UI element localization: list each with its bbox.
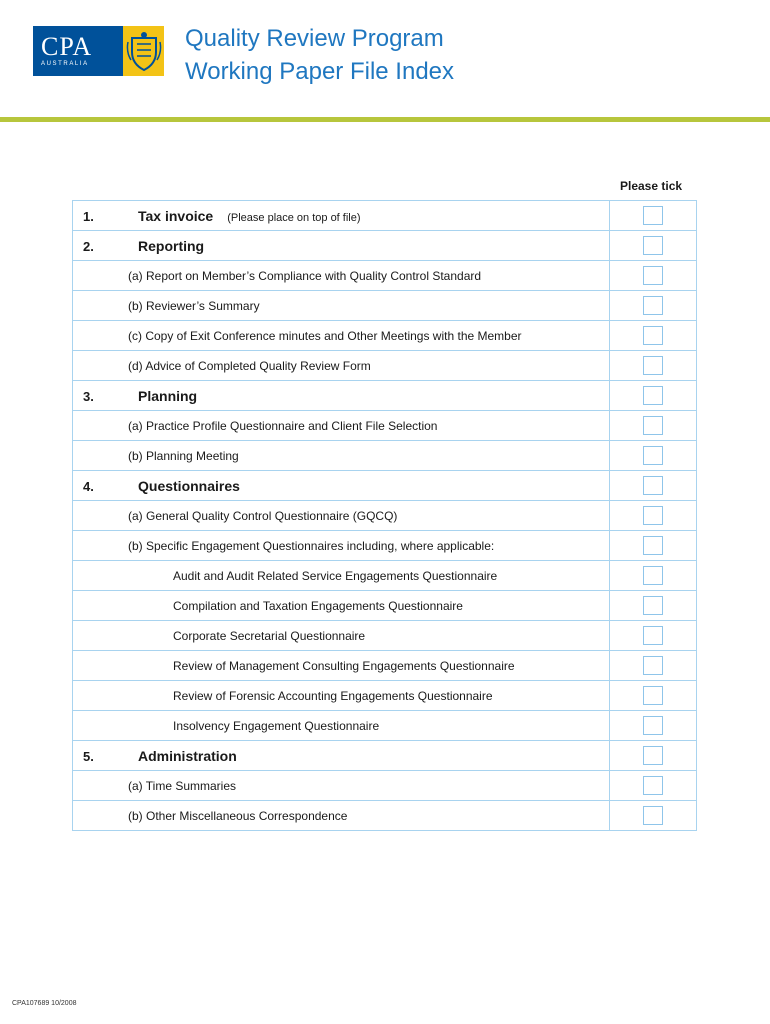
subitem-row xyxy=(73,561,696,591)
tick-checkbox[interactable] xyxy=(643,446,663,465)
form-code: CPA107689 10/2008 xyxy=(12,1000,77,1007)
subitem-label: Corporate Secretarial Questionnaire xyxy=(173,628,366,643)
tick-checkbox[interactable] xyxy=(643,746,663,765)
section-title: Reporting xyxy=(138,237,205,254)
tick-checkbox[interactable] xyxy=(643,596,663,615)
section-title: Planning xyxy=(138,387,198,404)
item-label: (b) Specific Engagement Questionnaires including, where applicable: xyxy=(128,538,495,553)
logo-wordmark xyxy=(33,26,123,76)
subitem-row xyxy=(73,711,696,741)
item-label: (d) Advice of Completed Quality Review Form xyxy=(128,358,371,373)
tick-checkbox[interactable] xyxy=(643,626,663,645)
logo-brand: CPA xyxy=(41,32,93,61)
subitem-row xyxy=(73,591,696,621)
section-number: 1. xyxy=(83,208,94,224)
tick-checkbox[interactable] xyxy=(643,716,663,735)
tick-checkbox[interactable] xyxy=(643,656,663,675)
item-row xyxy=(73,441,696,471)
tick-checkbox[interactable] xyxy=(643,686,663,705)
subitem-row xyxy=(73,621,696,651)
section-note: (Please place on top of file) xyxy=(227,211,361,224)
tick-checkbox[interactable] xyxy=(643,476,663,495)
item-label: (a) Practice Profile Questionnaire and Client File Selection xyxy=(128,418,438,433)
title-line-1: Quality Review Program xyxy=(185,25,444,52)
section-title: Administration xyxy=(138,747,237,764)
tick-checkbox[interactable] xyxy=(643,206,663,225)
section-row xyxy=(73,201,696,231)
tick-checkbox[interactable] xyxy=(643,356,663,375)
section-title: Questionnaires xyxy=(138,477,240,494)
item-label: (b) Planning Meeting xyxy=(128,448,239,463)
item-row xyxy=(73,291,696,321)
item-label: (b) Other Miscellaneous Correspondence xyxy=(128,808,348,823)
item-row xyxy=(73,531,696,561)
section-row xyxy=(73,231,696,261)
subitem-label: Compilation and Taxation Engagements Questionnaire xyxy=(173,598,463,613)
tick-checkbox[interactable] xyxy=(643,536,663,555)
item-row xyxy=(73,351,696,381)
subitem-label: Audit and Audit Related Service Engagements Questionnaire xyxy=(173,568,498,583)
section-row xyxy=(73,741,696,771)
tick-checkbox[interactable] xyxy=(643,416,663,435)
item-row xyxy=(73,321,696,351)
tick-checkbox[interactable] xyxy=(643,506,663,525)
subitem-label: Insolvency Engagement Questionnaire xyxy=(173,718,380,733)
item-label: (b) Reviewer’s Summary xyxy=(128,298,260,313)
tick-checkbox[interactable] xyxy=(643,386,663,405)
subitem-row xyxy=(73,681,696,711)
coat-of-arms-icon xyxy=(123,26,164,76)
subitem-label: Review of Management Consulting Engagements Questionnaire xyxy=(173,658,515,673)
section-row xyxy=(73,471,696,501)
item-label: (a) Time Summaries xyxy=(128,778,237,793)
section-number: 3. xyxy=(83,388,94,404)
section-number: 5. xyxy=(83,748,94,764)
please-tick-label: Please tick xyxy=(620,179,683,193)
tick-checkbox[interactable] xyxy=(643,266,663,285)
item-row xyxy=(73,261,696,291)
section-title: Tax invoice xyxy=(138,207,214,224)
header-divider xyxy=(0,117,770,122)
item-label: (a) Report on Member’s Compliance with Quality Control Standard xyxy=(128,268,482,283)
item-row xyxy=(73,411,696,441)
file-index-table xyxy=(72,200,697,831)
subitem-label: Review of Forensic Accounting Engagements Questionnaire xyxy=(173,688,493,703)
section-number: 4. xyxy=(83,478,94,494)
tick-checkbox[interactable] xyxy=(643,806,663,825)
tick-checkbox[interactable] xyxy=(643,566,663,585)
item-row xyxy=(73,801,696,830)
tick-checkbox[interactable] xyxy=(643,776,663,795)
item-label: (a) General Quality Control Questionnaire (GQCQ) xyxy=(128,508,398,523)
title-line-2: Working Paper File Index xyxy=(185,58,455,85)
section-number: 2. xyxy=(83,238,94,254)
tick-checkbox[interactable] xyxy=(643,296,663,315)
cpa-australia-logo xyxy=(33,26,164,76)
section-row xyxy=(73,381,696,411)
tick-checkbox[interactable] xyxy=(643,236,663,255)
item-row xyxy=(73,771,696,801)
item-label: (c) Copy of Exit Conference minutes and Other Meetings with the Member xyxy=(128,328,522,343)
page-title xyxy=(185,22,454,88)
subitem-row xyxy=(73,651,696,681)
logo-country: AUSTRALIA xyxy=(41,61,89,67)
item-row xyxy=(73,501,696,531)
tick-checkbox[interactable] xyxy=(643,326,663,345)
